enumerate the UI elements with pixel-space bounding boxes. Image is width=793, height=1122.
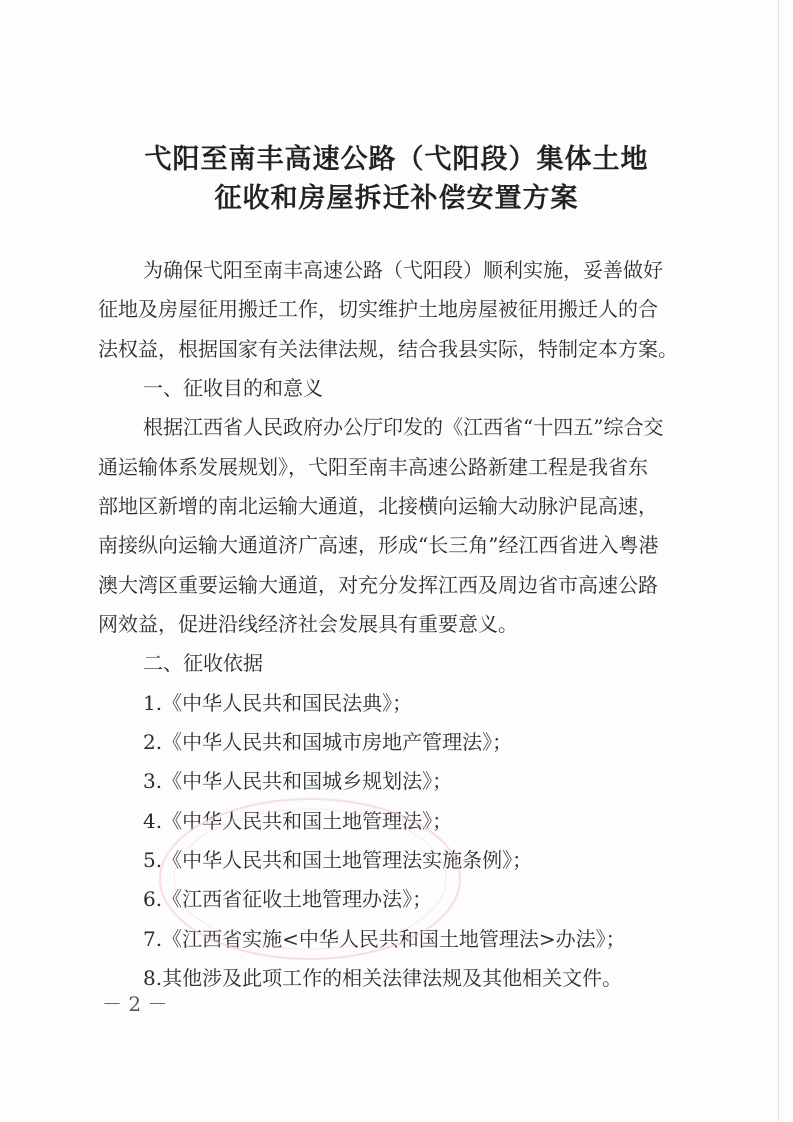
section-1-line-4: 南接纵向运输大通道济广高速，形成“长三角”经江西省进入粤港 xyxy=(98,533,659,557)
basis-item-2: 2.《中华人民共和国城市房地产管理法》； xyxy=(143,730,513,754)
section-1-line-5: 澳大湾区重要运输大通道，对充分发挥江西及周边省市高速公路 xyxy=(98,573,658,597)
section-1-line-6: 网效益，促进沿线经济社会发展具有重要意义。 xyxy=(98,612,518,636)
document-title-line-1: 弋阳至南丰高速公路（弋阳段）集体土地 xyxy=(144,144,649,175)
section-1-line-2: 通运输体系发展规划》，弋阳至南丰高速公路新建工程是我省东 xyxy=(98,455,648,479)
basis-item-8: 8.其他涉及此项工作的相关法律法规及其他相关文件。 xyxy=(143,966,623,990)
basis-item-7: 7.《江西省实施<中华人民共和国土地管理法>办法》； xyxy=(143,927,626,951)
section-2-heading: 二、征收依据 xyxy=(143,651,263,675)
page-number: － 2 － xyxy=(102,992,168,1016)
section-1-heading: 一、征收目的和意义 xyxy=(143,376,323,400)
intro-line-2: 征地及房屋征用搬迁工作，切实维护土地房屋被征用搬迁人的合 xyxy=(98,297,658,321)
basis-item-6: 6.《江西省征收土地管理办法》； xyxy=(143,887,433,911)
intro-line-1: 为确保弋阳至南丰高速公路（弋阳段）顺利实施，妥善做好 xyxy=(143,258,663,282)
section-1-line-3: 部地区新增的南北运输大通道，北接横向运输大动脉沪昆高速， xyxy=(98,494,658,518)
basis-item-5: 5.《中华人民共和国土地管理法实施条例》； xyxy=(143,848,533,872)
intro-line-3: 法权益，根据国家有关法律法规，结合我县实际，特制定本方案。 xyxy=(98,337,678,361)
basis-item-4: 4.《中华人民共和国土地管理法》； xyxy=(143,809,453,833)
document-title-line-2: 征收和房屋拆迁补偿安置方案 xyxy=(214,183,579,214)
section-1-line-1: 根据江西省人民政府办公厅印发的《江西省“十四五”综合交 xyxy=(143,415,664,439)
basis-item-1: 1.《中华人民共和国民法典》； xyxy=(143,691,413,715)
basis-item-3: 3.《中华人民共和国城乡规划法》； xyxy=(143,769,453,793)
